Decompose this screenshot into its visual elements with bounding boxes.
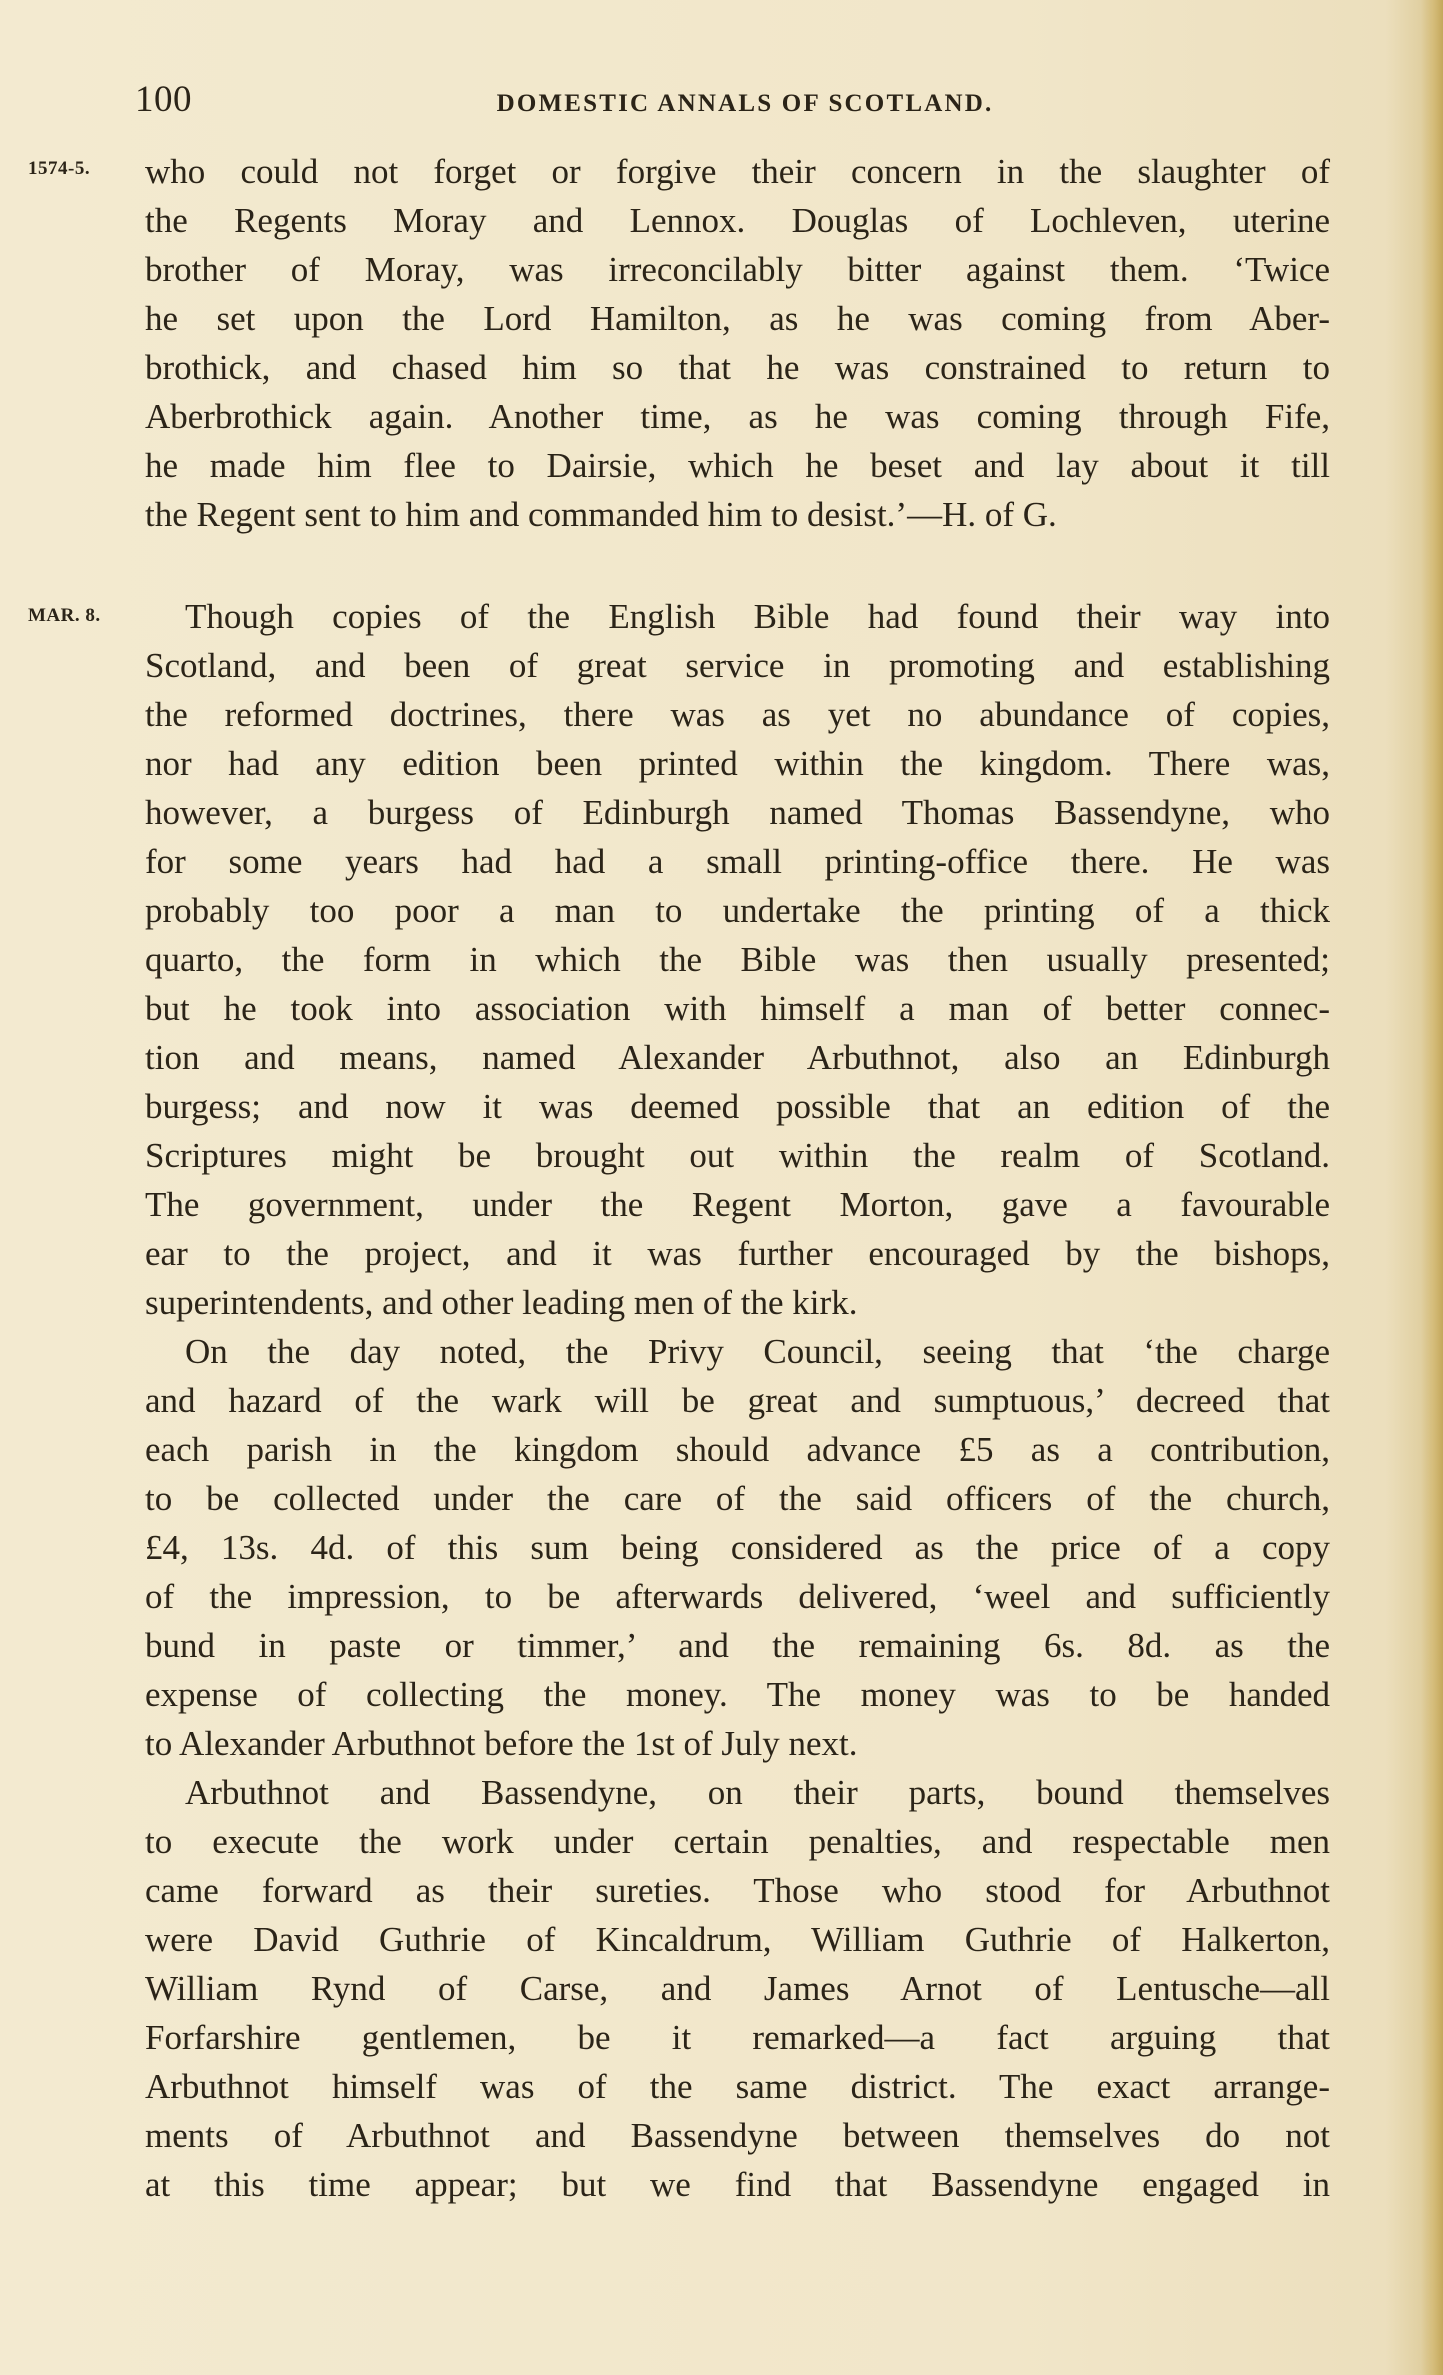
text-line: the Regent sent to him and commanded him to desist.’—H. of G.	[145, 495, 1057, 534]
text-line: and hazard of the wark will be great and sumptuous,’ decreed that	[145, 1381, 1330, 1420]
text-line: he made him flee to Dairsie, which he beset and lay about it till	[145, 446, 1330, 485]
text-line: of the impression, to be afterwards delivered, ‘weel and sufficiently	[145, 1577, 1330, 1616]
text-line: brother of Moray, was irreconcilably bitter against them. ‘Twice	[145, 250, 1330, 289]
text-line: the Regents Moray and Lennox. Douglas of Lochleven, uterine	[145, 201, 1330, 240]
text-line: but he took into association with himself a man of better connec-	[145, 989, 1330, 1028]
text-line: quarto, the form in which the Bible was then usually presented;	[145, 940, 1330, 979]
margin-note-date: MAR. 8.	[28, 605, 101, 626]
text-line: ear to the project, and it was further encouraged by the bishops,	[145, 1234, 1330, 1273]
text-line: came forward as their sureties. Those who stood for Arbuthnot	[145, 1871, 1330, 1910]
text-line: to be collected under the care of the said officers of the church,	[145, 1479, 1330, 1518]
text-line: Scriptures might be brought out within the realm of Scotland.	[145, 1136, 1330, 1175]
text-line: superintendents, and other leading men of the kirk.	[145, 1283, 858, 1322]
text-line: the reformed doctrines, there was as yet no abundance of copies,	[145, 695, 1330, 734]
text-line: Scotland, and been of great service in promoting and establishing	[145, 646, 1330, 685]
text-line: to Alexander Arbuthnot before the 1st of July next.	[145, 1724, 858, 1763]
page-number: 100	[135, 79, 192, 120]
text-line: for some years had had a small printing-office there. He was	[145, 842, 1330, 881]
text-line: probably too poor a man to undertake the printing of a thick	[145, 891, 1330, 930]
text-line: expense of collecting the money. The money was to be handed	[145, 1675, 1330, 1714]
text-line: at this time appear; but we find that Bassendyne engaged in	[145, 2165, 1330, 2204]
text-line: tion and means, named Alexander Arbuthnot, also an Edinburgh	[145, 1038, 1330, 1077]
text-line: he set upon the Lord Hamilton, as he was coming from Aber-	[145, 299, 1330, 338]
running-title: DOMESTIC ANNALS OF SCOTLAND.	[496, 90, 994, 117]
text-line: were David Guthrie of Kincaldrum, William Guthrie of Halkerton,	[145, 1920, 1330, 1959]
text-line: to execute the work under certain penalties, and respectable men	[145, 1822, 1330, 1861]
text-line: bund in paste or timmer,’ and the remaining 6s. 8d. as the	[145, 1626, 1330, 1665]
page-header	[135, 78, 1335, 138]
text-line: who could not forget or forgive their concern in the slaughter of	[145, 152, 1330, 191]
text-line: Arbuthnot and Bassendyne, on their parts, bound themselves	[185, 1773, 1330, 1812]
text-line: On the day noted, the Privy Council, seeing that ‘the charge	[185, 1332, 1330, 1371]
text-line: William Rynd of Carse, and James Arnot of Lentusche—all	[145, 1969, 1330, 2008]
margin-note-year: 1574-5.	[28, 158, 91, 179]
text-line: however, a burgess of Edinburgh named Thomas Bassendyne, who	[145, 793, 1330, 832]
text-line: nor had any edition been printed within the kingdom. There was,	[145, 744, 1330, 783]
text-line: brothick, and chased him so that he was constrained to return to	[145, 348, 1330, 387]
text-line: ments of Arbuthnot and Bassendyne between themselves do not	[145, 2116, 1330, 2155]
text-line: The government, under the Regent Morton, gave a favourable	[145, 1185, 1330, 1224]
text-line: Forfarshire gentlemen, be it remarked—a fact arguing that	[145, 2018, 1330, 2057]
text-line: £4, 13s. 4d. of this sum being considered as the price of a copy	[145, 1528, 1330, 1567]
text-line: Arbuthnot himself was of the same district. The exact arrange-	[145, 2067, 1330, 2106]
page-edge-shadow	[1421, 0, 1443, 2375]
text-line: burgess; and now it was deemed possible that an edition of the	[145, 1087, 1330, 1126]
text-line: Though copies of the English Bible had found their way into	[185, 597, 1330, 636]
text-line: each parish in the kingdom should advance £5 as a contribution,	[145, 1430, 1330, 1469]
text-line: Aberbrothick again. Another time, as he was coming through Fife,	[145, 397, 1330, 436]
